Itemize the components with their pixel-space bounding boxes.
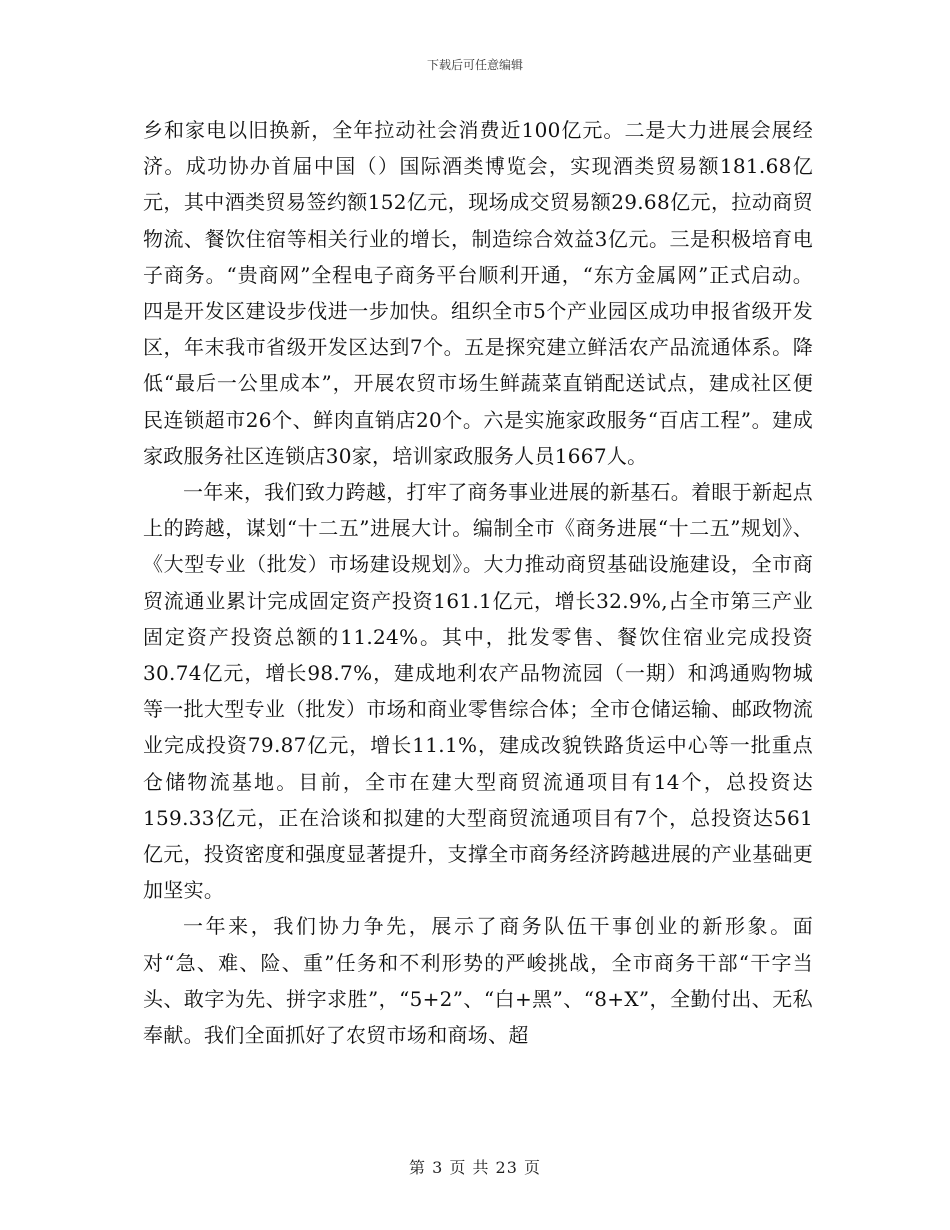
page-header: 下载后可任意编辑 — [426, 58, 523, 72]
page-footer: 第 3 页 共 23 页 — [409, 1158, 541, 1177]
paragraph-3: 一年来，我们协力争先，展示了商务队伍干事创业的新形象。面对“急、难、险、重”任务和不利形势的严峻挑战，全市商务干部“干字当头、敢字为先、拼字求胜”，“5+2”、“白+黑”、“8+X”，全勤付出、无私奉献。我们全面抓好了农贸市场和商场、超 — [143, 914, 813, 1048]
paragraph-1: 乡和家电以旧换新，全年拉动社会消费近100亿元。二是大力进展会展经济。成功协办首届中国（）国际酒类博览会，实现酒类贸易额181.68亿元，其中酒类贸易签约额152亿元，现场成交贸易额29.68亿元，拉动商贸物流、餐饮住宿等相关行业的增长，制造综合效益3亿元。三是积极培育电子商务。“贵商网”全程电子商务平台顺利开通，“东方金属网”正式启动。四是开发区建设步伐进一步加快。组织全市5个产业园区成功申报省级开发区，年末我市省级开发区达到7个。五是探究建立鲜活农产品流通体系。降低“最后一公里成本”，开展农贸市场生鲜蔬菜直销配送试点，建成社区便民连锁超市26个、鲜肉直销店20个。六是实施家政服务“百店工程”。建成家政服务社区连锁店30家，培训家政服务人员1667人。 — [143, 118, 813, 468]
paragraph-2: 一年来，我们致力跨越，打牢了商务事业进展的新基石。着眼于新起点上的跨越，谋划“十二五”进展大计。编制全市《商务进展“十二五”规划》、《大型专业（批发）市场建设规划》。大力推动商贸基础设施建设，全市商贸流通业累计完成固定资产投资161.1亿元，增长32.9%,占全市第三产业固定资产投资总额的11.24%。其中，批发零售、餐饮住宿业完成投资30.74亿元，增长98.7%，建成地利农产品物流园（一期）和鸿通购物城等一批大型专业（批发）市场和商业零售综合体；全市仓储运输、邮政物流业完成投资79.87亿元，增长11.1%，建成改貌铁路货运中心等一批重点仓储物流基地。目前，全市在建大型商贸流通项目有14个，总投资达159.33亿元，正在洽谈和拟建的大型商贸流通项目有7个，总投资达561亿元，投资密度和强度显著提升，支撑全市商务经济跨越进展的产业基础更加坚实。 — [143, 480, 813, 903]
document-body — [143, 112, 813, 1053]
